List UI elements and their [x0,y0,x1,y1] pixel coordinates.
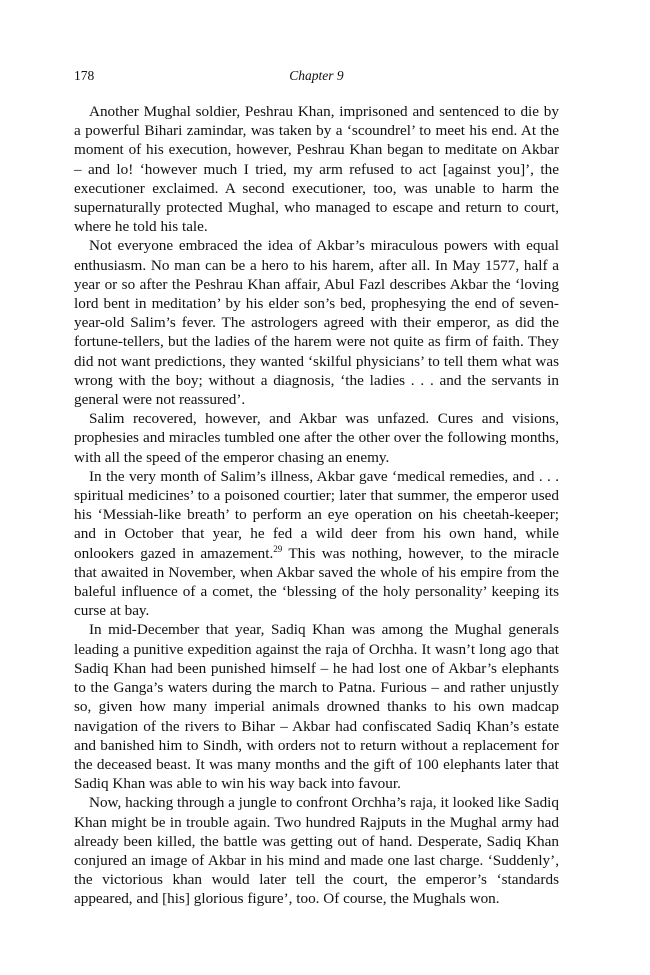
running-head [74,68,559,90]
paragraph: Another Mughal soldier, Peshrau Khan, imprisoned and sentenced to die by a powerful Bihari zamindar, was taken by a ‘scoundrel’ to meet his end. At the moment of his execution, however, Peshrau Khan began to meditate on Akbar – and lo! ‘however much I tried, my arm refused to act [against you]’, the executioner exclaimed. A second executioner, too, was unable to harm the supernaturally protected Mughal, who managed to escape and return to court, where he told his tale. [74,103,559,236]
book-page [74,68,559,909]
paragraph [74,467,559,621]
paragraph: Now, hacking through a jungle to confront Orchha’s raja, it looked like Sadiq Khan might be in trouble again. Two hundred Rajputs in the Mughal army had already been killed, the battle was getting out of hand. Desperate, Sadiq Khan conjured an image of Akbar in his mind and made one last charge. ‘Suddenly’, the victorious khan would later tell the court, the emperor’s ‘standards appeared, and [his] glorious figure’, too. Of course, the Mughals won. [74,794,559,908]
paragraph-text: In the very month of Salim’s illness, Akbar gave ‘medical remedies, and . . . spiritual medicines’ to a poisoned courtier; later that summer, the emperor used his ‘Messiah-like breath’ to perform an eye operation on his cheetah-keeper; and in October that year, he fed a wild deer from his own hand, while onlookers gazed in amazement. [74,467,559,562]
footnote-marker: 29 [273,543,283,554]
body-text [74,102,559,909]
chapter-title: Chapter 9 [289,68,344,83]
paragraph: Salim recovered, however, and Akbar was unfazed. Cures and visions, prophesies and miracles tumbled one after the other over the following months, with all the speed of the emperor chasing an enemy. [74,410,559,466]
paragraph-text: This was nothing, however, to the miracle that awaited in November, when Akbar saved the whole of his empire from the baleful influence of a comet, the ‘blessing of the holy personality’ keeping its curse at bay. [74,544,559,620]
page-number: 178 [74,68,95,83]
paragraph: Not everyone embraced the idea of Akbar’s miraculous powers with equal enthusiasm. No man can be a hero to his harem, after all. In May 1577, half a year or so after the Peshrau Khan affair, Abul Fazl describes Akbar the ‘loving lord bent in meditation’ by his elder son’s bed, prophesying the end of seven-year-old Salim’s fever. The astrologers agreed with their emperor, as did the fortune-tellers, but the ladies of the harem were not quite as firm of faith. They did not want predictions, they wanted ‘skilful physicians’ to tell them what was wrong with the boy; without a diagnosis, ‘the ladies . . . and the servants in general were not reassured’. [74,237,559,409]
paragraph: In mid-December that year, Sadiq Khan was among the Mughal generals leading a punitive expedition against the raja of Orchha. It wasn’t long ago that Sadiq Khan had been punished himself – he had lost one of Akbar’s elephants to the Ganga’s waters during the march to Patna. Furious – and rather unjustly so, given how many imperial animals drowned thanks to his own madcap navigation of the rivers to Bihar – Akbar had confiscated Sadiq Khan’s estate and banished him to Sindh, with orders not to return without a replacement for the deceased beast. It was many months and the gift of 100 elephants later that Sadiq Khan was able to win his way back into favour. [74,621,559,793]
